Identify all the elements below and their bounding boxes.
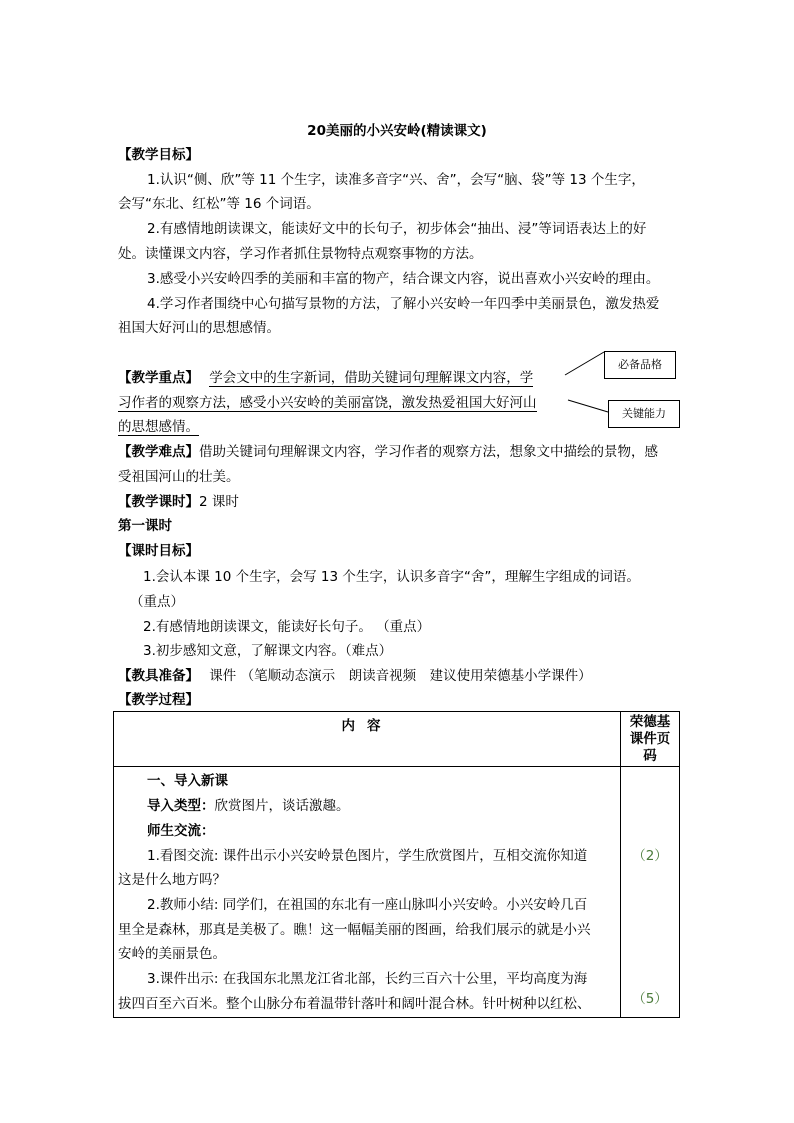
- key-points-heading: 【教学重点】: [118, 370, 199, 386]
- period-objective-1-line1: 1.会认本课 10 个生字，会写 13 个生字，认识多音字“舍”，理解生字组成的词语。: [143, 569, 640, 585]
- key-points-line1: [118, 368, 533, 388]
- objective-1-line1: 1.认识“侧、欣”等 11 个生字，读准多音字“兴、舍”，会写“脑、袋”等 13 个生字，: [147, 172, 645, 188]
- first-period-heading: 第一课时: [118, 518, 172, 534]
- objectives-heading: 【教学目标】: [118, 147, 199, 163]
- callout-ability: 关键能力: [608, 400, 680, 428]
- objective-3: 3.感受小兴安岭四季的美丽和丰富的物产，结合课文内容，说出喜欢小兴安岭的理由。: [147, 271, 660, 287]
- callout-character: 必备品格: [604, 351, 676, 379]
- materials-row: [118, 666, 592, 686]
- paragraph-3-line1: 3.课件出示: 在我国东北黑龙江省北部，长约三百六十公里，平均高度为海: [147, 971, 588, 987]
- paragraph-2-line1: 2.教师小结: 同学们，在祖国的东北有一座山脉叫小兴安岭。小兴安岭几百: [147, 897, 588, 913]
- periods-heading: 【教学课时】: [118, 494, 199, 510]
- page-cell: [621, 767, 680, 1018]
- objective-2-line1: 2.有感情地朗读课文，能读好文中的长句子，初步体会“抽出、浸”等词语表达上的好: [147, 221, 647, 237]
- process-heading: 【教学过程】: [118, 692, 199, 708]
- column-header-page: [621, 712, 680, 767]
- materials-heading: 【教具准备】: [118, 668, 199, 684]
- page-header-line1: 荣德基: [629, 714, 671, 730]
- objective-4-line2: 祖国大好河山的思想感情。: [118, 320, 280, 336]
- exchange-label: 师生交流：: [147, 823, 215, 839]
- intro-type-row: [147, 796, 350, 816]
- process-table: [113, 711, 680, 1018]
- period-objective-2: 2.有感情地朗读课文，能读好长句子。 （重点）: [143, 619, 431, 635]
- objective-4-line1: 4.学习作者围绕中心句描写景物的方法，了解小兴安岭一年四季中美丽景色，激发热爱: [147, 296, 660, 312]
- period-objectives-heading: 【课时目标】: [118, 543, 199, 559]
- objective-1-line2: 会写“东北、红松”等 16 个词语。: [118, 196, 320, 212]
- objective-2-line2: 处。读懂课文内容，学习作者抓住景物特点观察事物的方法。: [118, 246, 483, 262]
- key-points-line2: [118, 393, 537, 413]
- column-header-content: 内容: [114, 712, 621, 767]
- table-row: [114, 767, 680, 1018]
- intro-type-value: 欣赏图片，谈话激趣。: [214, 798, 350, 814]
- page-header-line2: 课件页: [629, 731, 671, 747]
- page-ref-1: （2）: [632, 848, 668, 864]
- section-import-heading: 一、导入新课: [147, 773, 228, 789]
- page-header-line3: 码: [643, 748, 657, 764]
- paragraph-2-line3: 安岭的美丽景色。: [118, 946, 226, 962]
- period-objective-1-line2: （重点）: [130, 594, 184, 610]
- intro-type-label: 导入类型：: [147, 798, 215, 814]
- content-cell: [114, 767, 621, 1018]
- lesson-title: 20美丽的小兴安岭(精读课文): [307, 123, 487, 139]
- page-ref-2: （5）: [632, 991, 668, 1007]
- materials-value: 课件 （笔顺动态演示 朗读音视频 建议使用荣德基小学课件）: [209, 668, 592, 684]
- periods-row: [118, 492, 239, 512]
- key-points-text-3: 的思想感情。: [118, 419, 199, 435]
- paragraph-3-line2: 拔四百至六百米。整个山脉分布着温带针落叶和阔叶混合林。针叶树种以红松、: [118, 996, 591, 1012]
- key-points-line3: [118, 417, 199, 437]
- paragraph-2-line2: 里全是森林，那真是美极了。瞧！这一幅幅美丽的图画，给我们展示的就是小兴: [118, 922, 591, 938]
- difficulties-line2: 受祖国河山的壮美。: [118, 469, 240, 485]
- key-points-text-1: 学会文中的生字新词，借助关键词句理解课文内容，学: [209, 370, 534, 386]
- periods-value: 2 课时: [199, 494, 239, 510]
- difficulties-heading: 【教学难点】: [118, 444, 199, 460]
- paragraph-1-line1: 1.看图交流: 课件出示小兴安岭景色图片，学生欣赏图片，互相交流你知道: [147, 848, 588, 864]
- difficulties-text-1: 借助关键词句理解课文内容，学习作者的观察方法，想象文中描绘的景物，感: [199, 444, 658, 460]
- key-points-text-2a: 习作者的观察方法，: [118, 395, 240, 411]
- table-header-row: [114, 712, 680, 767]
- paragraph-1-line2: 这是什么地方吗？: [118, 872, 226, 888]
- period-objective-3: 3.初步感知文意，了解课文内容。（难点）: [143, 643, 393, 659]
- difficulties-line1: [118, 442, 658, 462]
- key-points-text-2b: 感受小兴安岭的美丽富饶，激发热爱祖国大好河山: [239, 395, 537, 411]
